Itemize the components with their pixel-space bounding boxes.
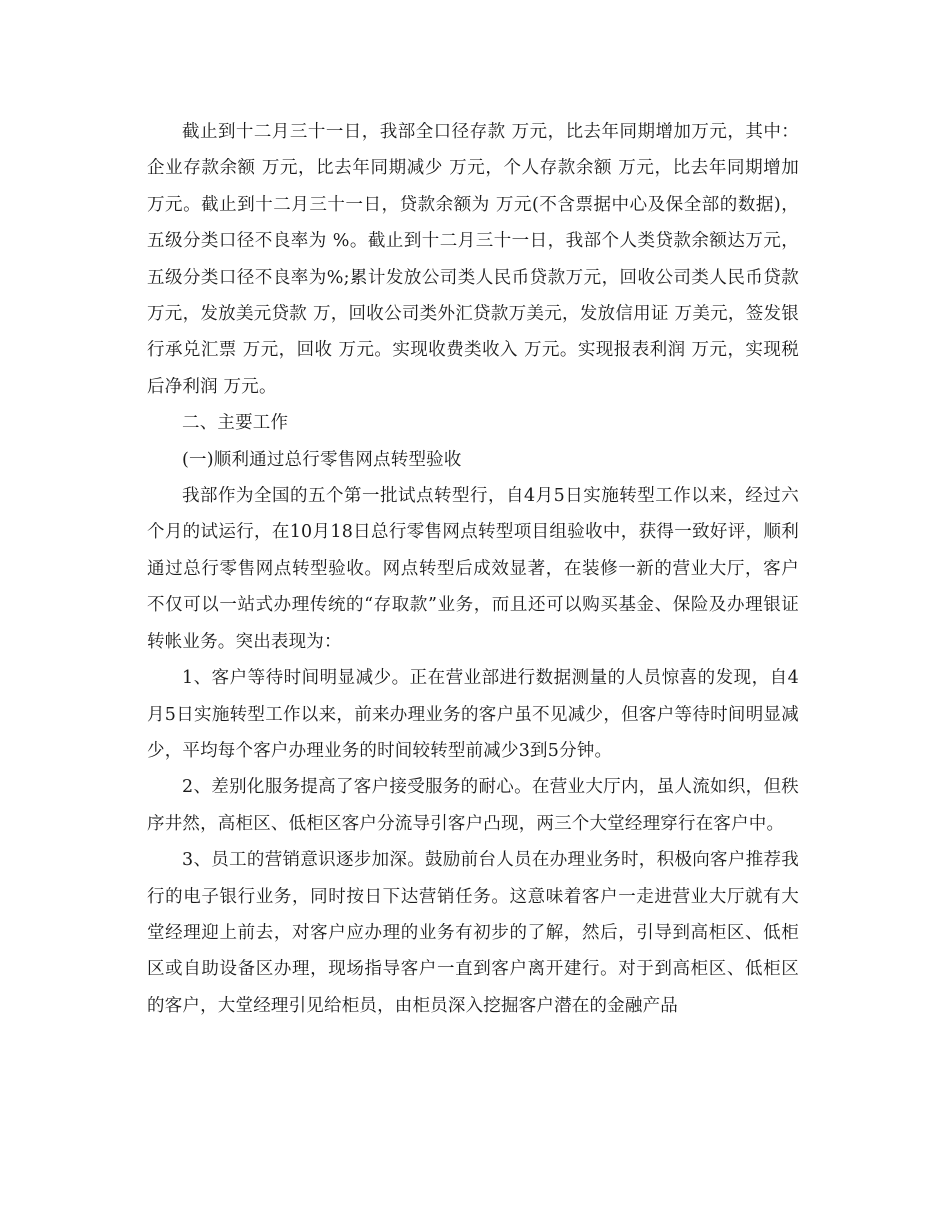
paragraph-summary: 截止到十二月三十一日，我部全口径存款 万元，比去年同期增加万元，其中：企业存款余额 万元，比去年同期减少 万元，个人存款余额 万元，比去年同期增加万元。截止到十二月三十一日，贷款余额为 万元(不含票据中心及保全部的数据)，五级分类口径不良率为 %。截止到十二月三十一日，我部个人类贷款余额达万元，五级分类口径不良率为%;累计发放公司类人民币贷款万元，回收公司类人民币贷款万元，发放美元贷款 万，回收公司类外汇贷款万美元，发放信用证 万美元，签发银行承兑汇票 万元，回收 万元。实现收费类收入 万元。实现报表利润 万元，实现税后净利润 万元。 [147, 122, 799, 397]
section-heading-main-work: 二、主要工作 [182, 413, 289, 434]
document-body [147, 114, 799, 1024]
paragraph-point-3: 3、员工的营销意识逐步加深。鼓励前台人员在办理业务时，积极向客户推荐我行的电子银行业务，同时按日下达营销任务。这意味着客户一走进营业大厅就有大堂经理迎上前去，对客户应办理的业务有初步的了解，然后，引导到高柜区、低柜区或自助设备区办理，现场指导客户一直到客户离开建行。对于到高柜区、低柜区的客户，大堂经理引见给柜员，由柜员深入挖掘客户潜在的金融产品 [147, 850, 799, 1016]
paragraph-point-2: 2、差别化服务提高了客户接受服务的耐心。在营业大厅内，虽人流如织，但秩序井然，高柜区、低柜区客户分流导引客户凸现，两三个大堂经理穿行在客户中。 [147, 777, 799, 834]
paragraph-point-1: 1、客户等待时间明显减少。正在营业部进行数据测量的人员惊喜的发现，自4月5日实施转型工作以来，前来办理业务的客户虽不见减少，但客户等待时间明显减少，平均每个客户办理业务的时间较转型前减少3到5分钟。 [147, 668, 799, 761]
paragraph-transformation: 我部作为全国的五个第一批试点转型行，自4月5日实施转型工作以来，经过六个月的试运行，在10月18日总行零售网点转型项目组验收中，获得一致好评，顺利通过总行零售网点转型验收。网点转型后成效显著，在装修一新的营业大厅，客户不仅可以一站式办理传统的“存取款”业务，而且还可以购买基金、保险及办理银证转帐业务。突出表现为： [147, 486, 799, 652]
subsection-heading-transformation: (一)顺利通过总行零售网点转型验收 [182, 449, 462, 470]
